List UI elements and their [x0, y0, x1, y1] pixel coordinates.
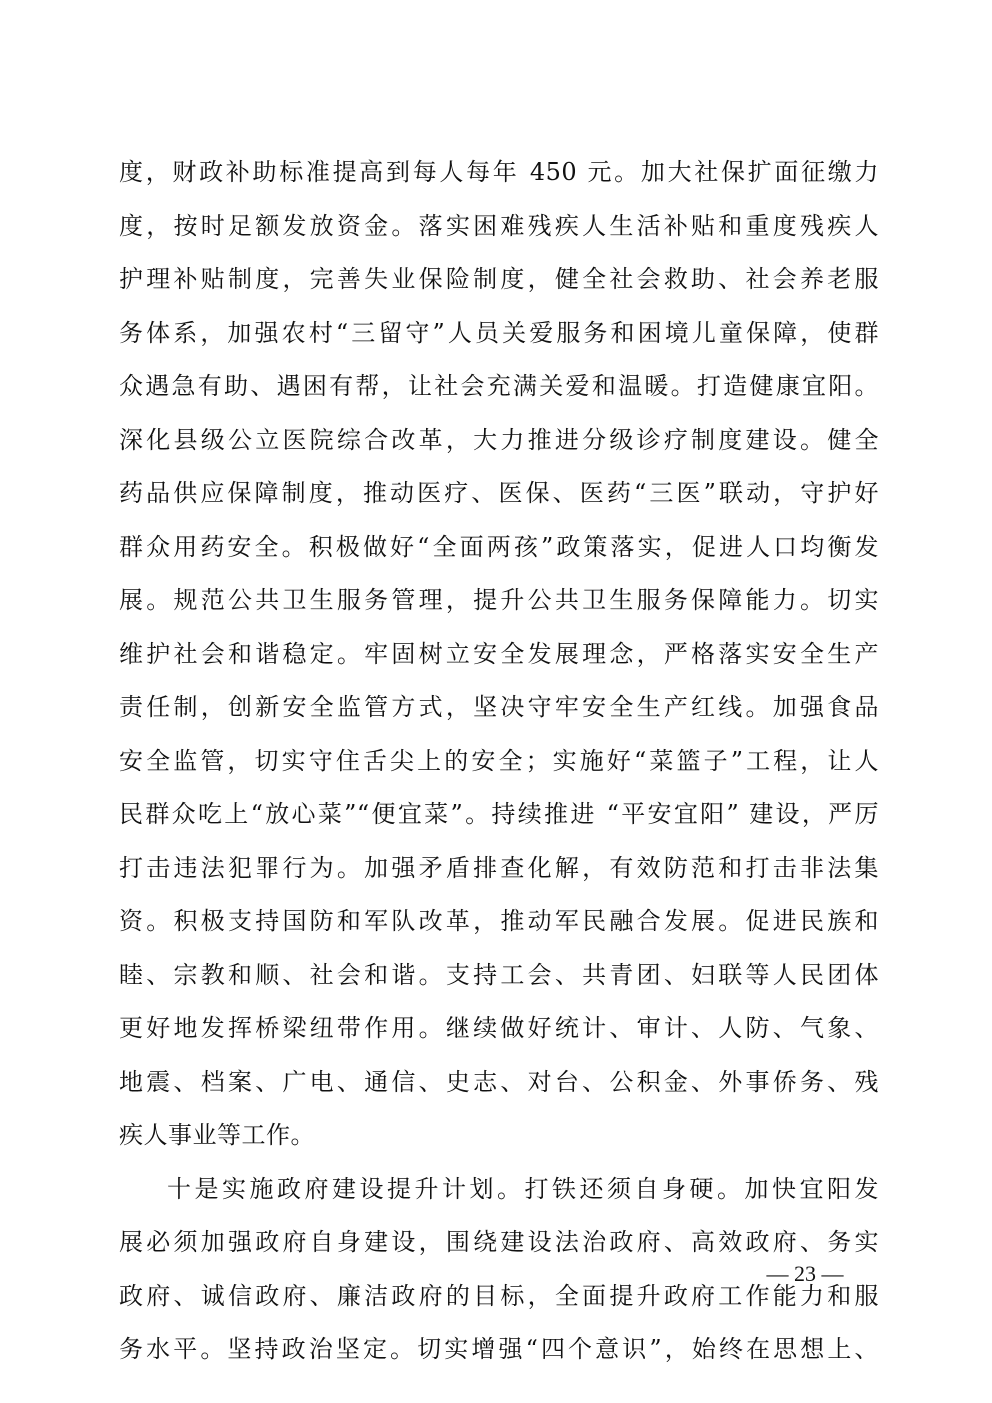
text-line: 安全监管，切实守住舌尖上的安全；实施好“菜篮子”工程，让人	[119, 746, 879, 775]
text-line: 度，按时足额发放资金。落实困难残疾人生活补贴和重度残疾人	[119, 211, 879, 240]
paragraph-first-line: 十是实施政府建设提升计划。打铁还须自身硬。加快宜阳发	[167, 1174, 879, 1203]
text-line: 务体系，加强农村“三留守”人员关爱服务和困境儿童保障，使群	[119, 318, 879, 347]
text-line: 深化县级公立医院综合改革，大力推进分级诊疗制度建设。健全	[119, 425, 879, 454]
text-line: 药品供应保障制度，推动医疗、医保、医药“三医”联动，守护好	[119, 479, 879, 507]
text-line: 度，财政补助标准提高到每人每年 450 元。加大社保扩面征缴力	[119, 158, 879, 186]
text-line: 地震、档案、广电、通信、史志、对台、公积金、外事侨务、残	[119, 1067, 879, 1096]
page-number: — 23 —	[766, 1261, 844, 1286]
text-line: 展。规范公共卫生服务管理，提升公共卫生服务保障能力。切实	[119, 586, 879, 614]
text-line: 群众用药安全。积极做好“全面两孩”政策落实，促进人口均衡发	[119, 532, 879, 561]
text-line: 打击违法犯罪行为。加强矛盾排查化解，有效防范和打击非法集	[119, 853, 879, 882]
text-line: 展必须加强政府自身建设，围绕建设法治政府、高效政府、务实	[119, 1228, 879, 1256]
text-line: 政府、诚信政府、廉洁政府的目标，全面提升政府工作能力和服	[119, 1281, 879, 1310]
text-line: 务水平。坚持政治坚定。切实增强“四个意识”，始终在思想上、	[119, 1335, 879, 1363]
text-line: 护理补贴制度，完善失业保险制度，健全社会救助、社会养老服	[119, 265, 879, 293]
text-line: 众遇急有助、遇困有帮，让社会充满关爱和温暖。打造健康宜阳。	[119, 372, 879, 400]
text-line: 更好地发挥桥梁纽带作用。继续做好统计、审计、人防、气象、	[119, 1014, 879, 1042]
text-line: 民群众吃上“放心菜”“便宜菜”。持续推进 “平安宜阳” 建设，严厉	[119, 800, 879, 828]
text-line: 睦、宗教和顺、社会和谐。支持工会、共青团、妇联等人民团体	[119, 960, 879, 989]
text-line: 维护社会和谐稳定。牢固树立安全发展理念，严格落实安全生产	[119, 639, 879, 668]
paragraph-end-line: 疾人事业等工作。	[119, 1121, 315, 1149]
text-line: 资。积极支持国防和军队改革，推动军民融合发展。促进民族和	[119, 907, 879, 935]
body-text	[119, 146, 879, 1377]
text-line: 责任制，创新安全监管方式，坚决守牢安全生产红线。加强食品	[119, 693, 879, 721]
